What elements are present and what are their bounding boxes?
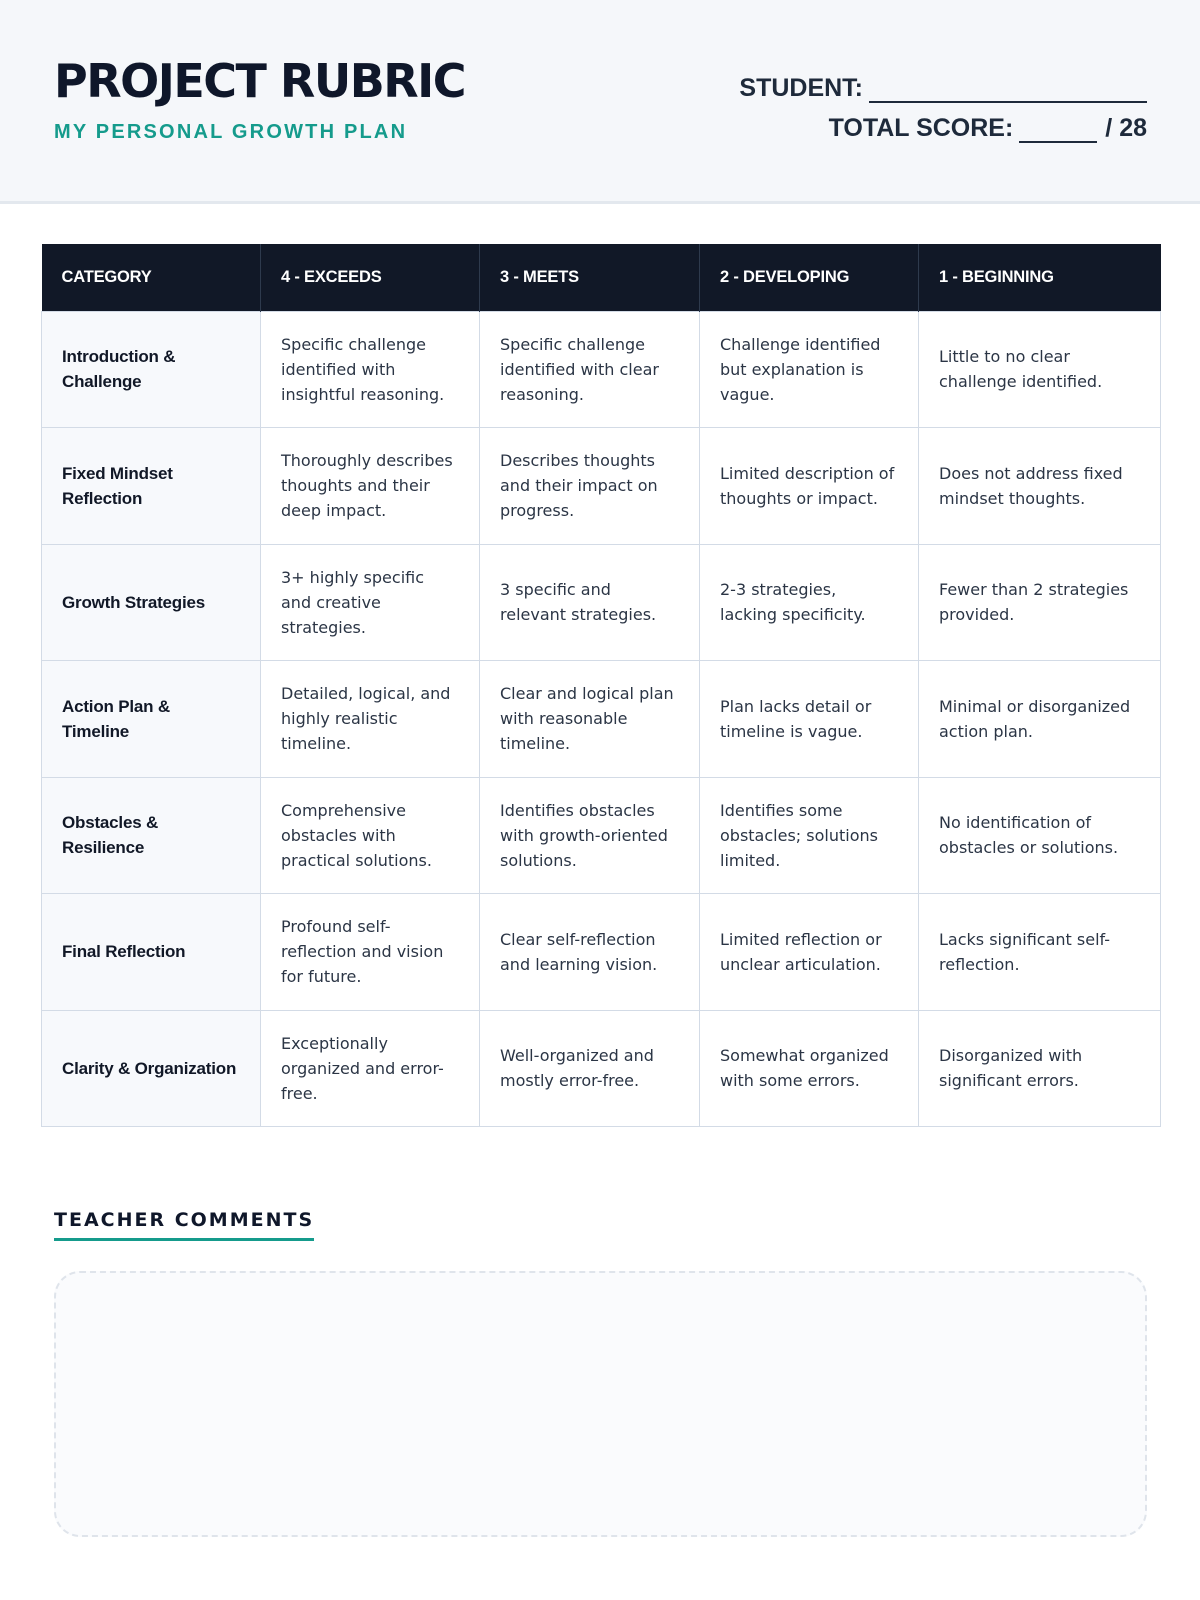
exceeds-cell: Detailed, logical, and highly realistic timeline. [261, 661, 480, 778]
exceeds-cell: Specific challenge identified with insightful reasoning. [261, 311, 480, 428]
developing-cell: Limited description of thoughts or impact. [700, 428, 919, 545]
column-header-category: CATEGORY [42, 244, 261, 311]
category-cell: Clarity & Organization [42, 1010, 261, 1126]
total-score-blank[interactable] [1019, 119, 1097, 143]
beginning-cell: Fewer than 2 strategies provided. [919, 544, 1161, 661]
category-cell: Action Plan & Timeline [42, 661, 261, 778]
exceeds-cell: Thoroughly describes thoughts and their deep impact. [261, 428, 480, 545]
column-header-beginning: 1 - BEGINNING [919, 244, 1161, 311]
category-cell: Growth Strategies [42, 544, 261, 661]
total-score-max: / 28 [1105, 114, 1147, 142]
page-title: PROJECT RUBRIC [54, 54, 466, 108]
table-row [42, 311, 1161, 428]
developing-cell: Plan lacks detail or timeline is vague. [700, 661, 919, 778]
meets-cell: Clear and logical plan with reasonable timeline. [480, 661, 700, 778]
column-header-exceeds: 4 - EXCEEDS [261, 244, 480, 311]
beginning-cell: Little to no clear challenge identified. [919, 311, 1161, 428]
table-row [42, 777, 1161, 894]
beginning-cell: Lacks significant self-reflection. [919, 894, 1161, 1011]
page-subtitle: MY PERSONAL GROWTH PLAN [54, 121, 408, 143]
column-header-developing: 2 - DEVELOPING [700, 244, 919, 311]
table-row [42, 428, 1161, 545]
developing-cell: 2-3 strategies, lacking specificity. [700, 544, 919, 661]
exceeds-cell: Comprehensive obstacles with practical solutions. [261, 777, 480, 894]
category-cell: Final Reflection [42, 894, 261, 1011]
table-row [42, 1010, 1161, 1126]
column-header-meets: 3 - MEETS [480, 244, 700, 311]
beginning-cell: Disorganized with significant errors. [919, 1010, 1161, 1126]
meets-cell: 3 specific and relevant strategies. [480, 544, 700, 661]
meets-cell: Describes thoughts and their impact on progress. [480, 428, 700, 545]
meets-cell: Specific challenge identified with clear reasoning. [480, 311, 700, 428]
category-cell: Introduction & Challenge [42, 311, 261, 428]
exceeds-cell: Profound self-reflection and vision for future. [261, 894, 480, 1011]
beginning-cell: Does not address fixed mindset thoughts. [919, 428, 1161, 545]
developing-cell: Somewhat organized with some errors. [700, 1010, 919, 1126]
developing-cell: Identifies some obstacles; solutions limited. [700, 777, 919, 894]
beginning-cell: No identification of obstacles or solutions. [919, 777, 1161, 894]
student-label: STUDENT: [739, 74, 863, 102]
beginning-cell: Minimal or disorganized action plan. [919, 661, 1161, 778]
meets-cell: Identifies obstacles with growth-oriented solutions. [480, 777, 700, 894]
meets-cell: Clear self-reflection and learning vision. [480, 894, 700, 1011]
page-header [0, 0, 1200, 204]
category-cell: Obstacles & Resilience [42, 777, 261, 894]
meets-cell: Well-organized and mostly error-free. [480, 1010, 700, 1126]
student-line [739, 74, 1147, 103]
table-row [42, 661, 1161, 778]
teacher-comments-heading: TEACHER COMMENTS [54, 1209, 314, 1241]
category-cell: Fixed Mindset Reflection [42, 428, 261, 545]
table-row [42, 894, 1161, 1011]
rubric-header-row [42, 244, 1161, 311]
exceeds-cell: 3+ highly specific and creative strategies. [261, 544, 480, 661]
developing-cell: Challenge identified but explanation is vague. [700, 311, 919, 428]
total-score-label: TOTAL SCORE: [828, 114, 1014, 142]
total-score-line [829, 114, 1147, 143]
table-row [42, 544, 1161, 661]
developing-cell: Limited reflection or unclear articulation. [700, 894, 919, 1011]
teacher-comments-box[interactable] [54, 1271, 1147, 1537]
student-name-blank[interactable] [869, 79, 1147, 103]
exceeds-cell: Exceptionally organized and error-free. [261, 1010, 480, 1126]
rubric-table [41, 244, 1161, 1127]
